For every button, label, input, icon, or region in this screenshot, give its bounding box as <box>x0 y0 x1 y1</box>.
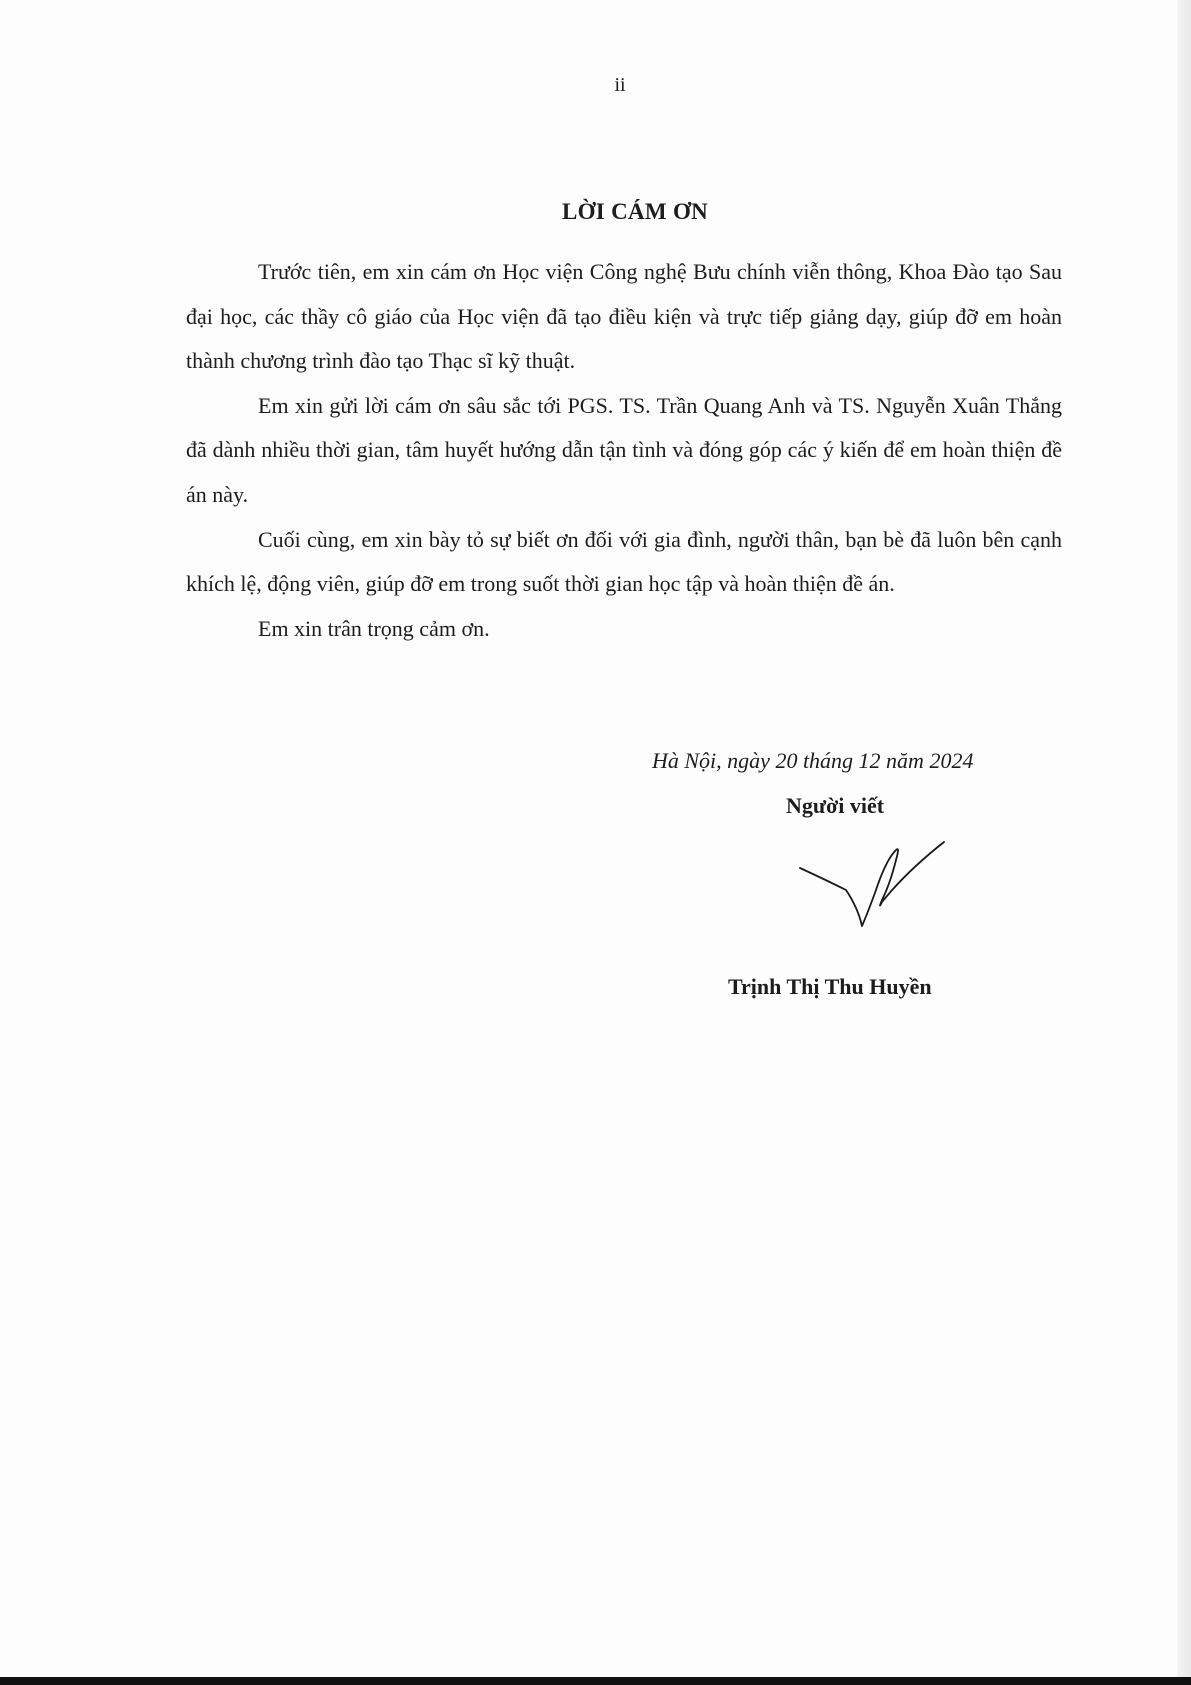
scan-bottom-edge <box>0 1677 1191 1685</box>
paragraph-2: Em xin gửi lời cám ơn sâu sắc tới PGS. TS. Trần Quang Anh và TS. Nguyễn Xuân Thắng đã dành nhiều thời gian, tâm huyết hướng dẫn tận tình và đóng góp các ý kiến để em hoàn thiện đề án này. <box>186 392 1062 507</box>
page-number: ii <box>614 74 626 96</box>
page-title: LỜI CÁM ƠN <box>561 199 709 224</box>
acknowledgement-body <box>186 250 1062 651</box>
signature-icon <box>796 838 956 938</box>
closing-role: Người viết <box>786 793 885 818</box>
closing-date: Hà Nội, ngày 20 tháng 12 năm 2024 <box>652 748 974 773</box>
paragraph-4: Em xin trân trọng cảm ơn. <box>258 615 490 641</box>
paragraph-3: Cuối cùng, em xin bày tỏ sự biết ơn đối với gia đình, người thân, bạn bè đã luôn bên cạnh khích lệ, động viên, giúp đỡ em trong suốt thời gian học tập và hoàn thiện đề án. <box>186 526 1062 597</box>
paragraph-1: Trước tiên, em xin cám ơn Học viện Công nghệ Bưu chính viễn thông, Khoa Đào tạo Sau đại học, các thầy cô giáo của Học viện đã tạo điều kiện và trực tiếp giảng dạy, giúp đỡ em hoàn thành chương trình đào tạo Thạc sĩ kỹ thuật. <box>186 259 1062 374</box>
page-edge-shadow <box>1177 0 1191 1685</box>
signer-name: Trịnh Thị Thu Huyền <box>728 974 932 999</box>
